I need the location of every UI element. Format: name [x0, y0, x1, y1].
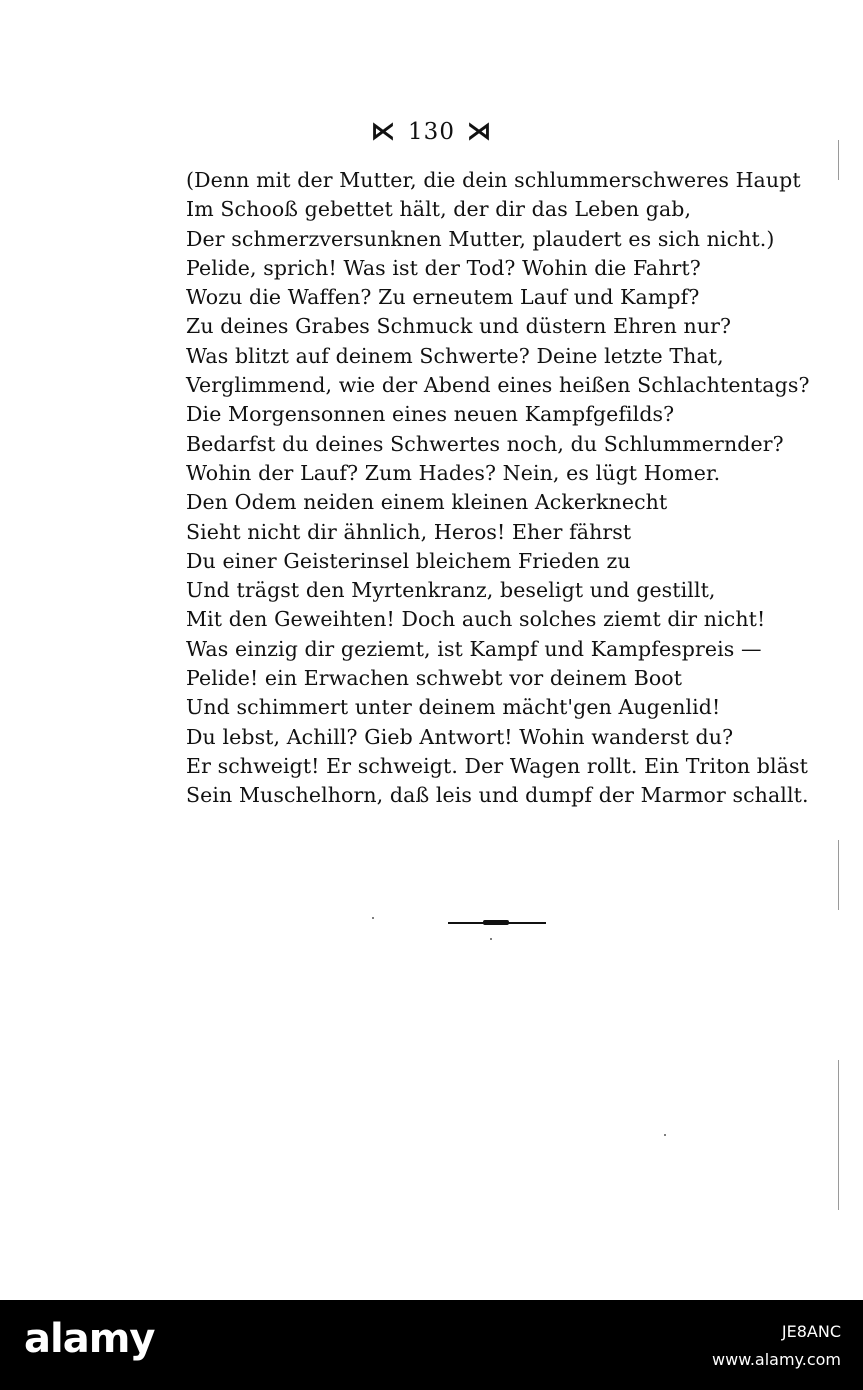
poem-line: Die Morgensonnen eines neuen Kampfgefilds?: [186, 402, 675, 427]
poem-line: Wozu die Waffen? Zu erneutem Lauf und Kampf?: [186, 285, 700, 310]
page-number: 130: [408, 119, 455, 145]
end-ornament-center: [483, 920, 509, 925]
poem-line: Mit den Geweihten! Doch auch solches ziemt dir nicht!: [186, 607, 766, 632]
page-number-header: [0, 116, 863, 145]
poem-text: [186, 166, 810, 811]
brand-logo: alamy: [24, 1316, 155, 1362]
poem-line: Zu deines Grabes Schmuck und düstern Ehren nur?: [186, 314, 732, 339]
ornament-right-icon: ⋊: [466, 116, 492, 145]
scan-edge-line: [838, 1060, 839, 1210]
poem-line: Was blitzt auf deinem Schwerte? Deine letzte That,: [186, 343, 724, 368]
scan-edge-line: [838, 840, 839, 910]
poem-line: Den Odem neiden einem kleinen Ackerknecht: [186, 490, 668, 515]
poem-line: Und schimmert unter deinem mächt'gen Augenlid!: [186, 695, 721, 720]
image-code: JE8ANC: [781, 1322, 841, 1341]
poem-line: Der schmerzversunknen Mutter, plaudert es sich nicht.): [186, 226, 775, 251]
watermark-footer: [0, 1300, 863, 1390]
scan-speck: [664, 1134, 666, 1136]
poem-line: Du einer Geisterinsel bleichem Frieden zu: [186, 548, 631, 573]
scan-edge-line: [838, 140, 839, 180]
poem-line: Im Schooß gebettet hält, der dir das Leben gab,: [186, 197, 692, 222]
poem-line: Sieht nicht dir ähnlich, Heros! Eher fährst: [186, 519, 632, 544]
poem-line: Wohin der Lauf? Zum Hades? Nein, es lügt Homer.: [186, 460, 721, 485]
ornament-left-icon: ⋉: [371, 116, 397, 145]
scan-speck: [372, 917, 374, 919]
poem-line: Und trägst den Myrtenkranz, beseligt und gestillt,: [186, 578, 716, 603]
poem-line: Du lebst, Achill? Gieb Antwort! Wohin wanderst du?: [186, 724, 734, 749]
poem-line: Sein Muschelhorn, daß leis und dumpf der Marmor schallt.: [186, 783, 809, 808]
poem-line: Er schweigt! Er schweigt. Der Wagen rollt. Ein Triton bläst: [186, 753, 808, 778]
poem-line: Verglimmend, wie der Abend eines heißen Schlachtentags?: [186, 373, 810, 398]
poem-line: Bedarfst du deines Schwertes noch, du Schlummernder?: [186, 431, 784, 456]
poem-line: (Denn mit der Mutter, die dein schlummerschweres Haupt: [186, 168, 801, 192]
scan-speck: [490, 938, 492, 940]
poem-line: Was einzig dir geziemt, ist Kampf und Kampfespreis —: [186, 636, 762, 661]
poem-line: Pelide, sprich! Was ist der Tod? Wohin die Fahrt?: [186, 255, 701, 280]
poem-line: Pelide! ein Erwachen schwebt vor deinem Boot: [186, 666, 683, 691]
brand-url: www.alamy.com: [712, 1350, 841, 1369]
